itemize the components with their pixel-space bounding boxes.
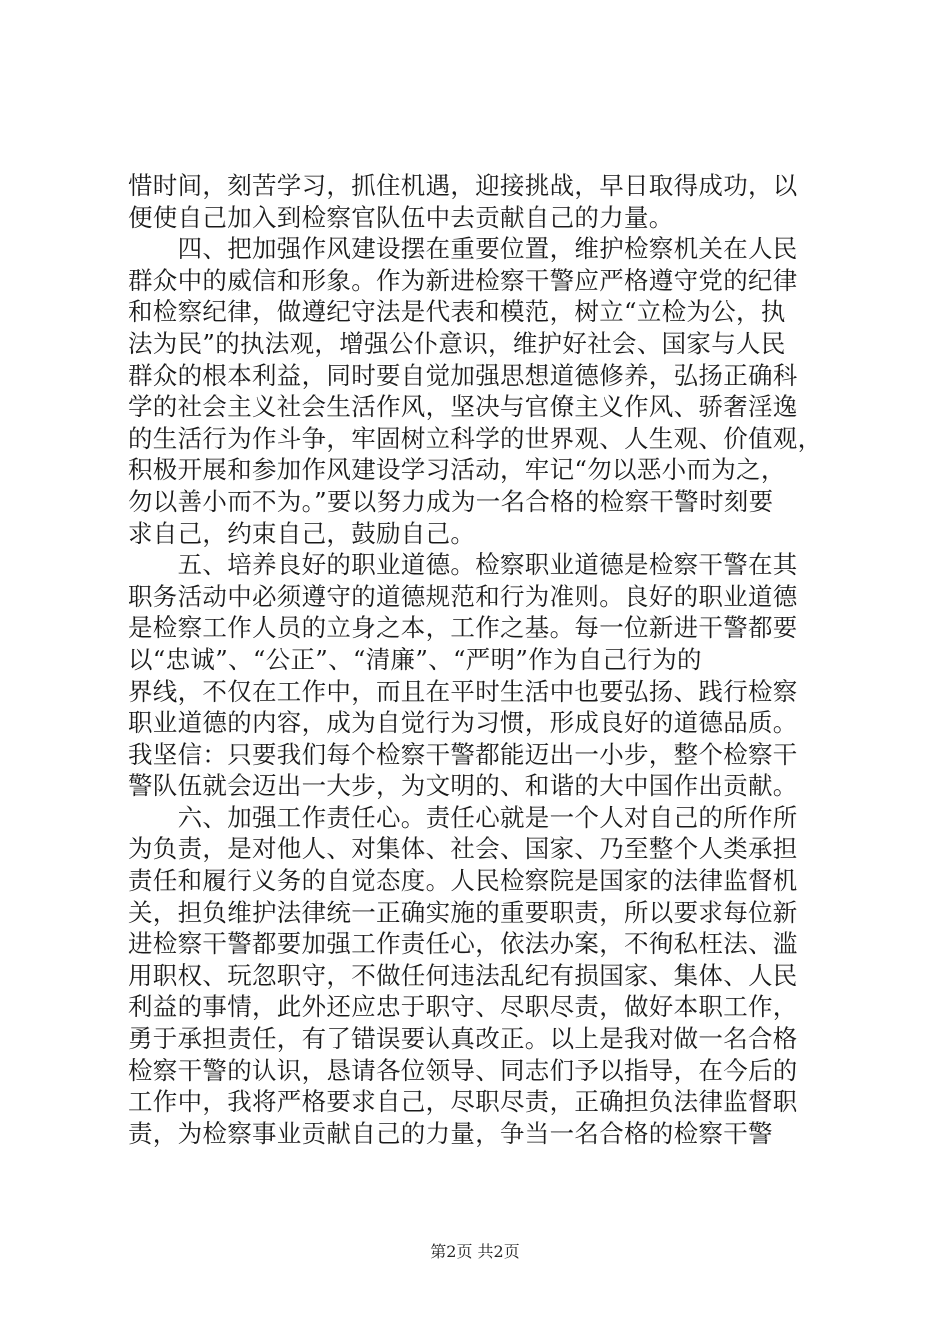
text-line: 责任和履行义务的自觉态度。人民检察院是国家的法律监督机 (128, 866, 798, 896)
body-text (128, 170, 840, 1149)
text-line: 用职权、玩忽职守，不做任何违法乱纪有损国家、集体、人民 (128, 960, 798, 990)
text-line: 工作中，我将严格要求自己，尽职尽责，正确担负法律监督职 (128, 1087, 798, 1117)
text-line: 进检察干警都要加强工作责任心，依法办案，不徇私枉法、滥 (128, 929, 798, 959)
text-line: 是检察工作人员的立身之本，工作之基。每一位新进干警都要 (128, 613, 798, 643)
text-line: 界线，不仅在工作中，而且在平时生活中也要弘扬、践行检察 (128, 676, 798, 706)
text-line: 求自己，约束自己，鼓励自己。 (128, 518, 476, 548)
text-line: 群众的根本利益，同时要自觉加强思想道德修养，弘扬正确科 (128, 360, 798, 390)
text-line: 积极开展和参加作风建设学习活动，牢记“勿以恶小而为之， (128, 455, 786, 485)
text-line: 我坚信：只要我们每个检察干警都能迈出一小步，整个检察干 (128, 739, 798, 769)
page-footer: 第2页 共2页 (430, 1242, 520, 1261)
text-line: 勇于承担责任，有了错误要认真改正。以上是我对做一名合格 (128, 1024, 798, 1054)
text-line: 责，为检察事业贡献自己的力量，争当一名合格的检察干警 (128, 1118, 773, 1148)
text-line: 学的社会主义社会生活作风，坚决与官僚主义作风、骄奢淫逸 (128, 392, 798, 422)
text-line: 职务活动中必须遵守的道德规范和行为准则。良好的职业道德 (128, 581, 798, 611)
text-line: 检察干警的认识，恳请各位领导、同志们予以指导，在今后的 (128, 1055, 798, 1085)
text-line: 便使自己加入到检察官队伍中去贡献自己的力量。 (128, 202, 674, 232)
text-line: 群众中的威信和形象。作为新进检察干警应严格遵守党的纪律 (128, 265, 798, 295)
text-line: 法为民”的执法观，增强公仆意识，维护好社会、国家与人民 (128, 328, 786, 358)
text-line: 四、把加强作风建设摆在重要位置，维护检察机关在人民 (128, 234, 798, 264)
text-line: 的生活行为作斗争，牢固树立科学的世界观、人生观、价值观， (128, 423, 823, 453)
text-line: 警队伍就会迈出一大步，为文明的、和谐的大中国作出贡献。 (128, 771, 798, 801)
text-line: 六、加强工作责任心。责任心就是一个人对自己的所作所 (128, 802, 798, 832)
text-line: 为负责，是对他人、对集体、社会、国家、乃至整个人类承担 (128, 834, 798, 864)
text-line: 职业道德的内容，成为自觉行为习惯，形成良好的道德品质。 (128, 708, 798, 738)
text-line: 利益的事情，此外还应忠于职守、尽职尽责，做好本职工作， (128, 992, 798, 1022)
text-line: 和检察纪律，做遵纪守法是代表和模范，树立“立检为公，执 (128, 297, 786, 327)
text-line: 以“忠诚”、“公正”、“清廉”、“严明”作为自己行为的 (128, 644, 702, 674)
text-line: 关，担负维护法律统一正确实施的重要职责，所以要求每位新 (128, 897, 798, 927)
text-line: 惜时间，刻苦学习，抓住机遇，迎接挑战，早日取得成功，以 (128, 171, 798, 200)
text-line: 五、培养良好的职业道德。检察职业道德是检察干警在其 (128, 550, 798, 580)
text-line: 勿以善小而不为。”要以努力成为一名合格的检察干警时刻要 (128, 486, 774, 516)
